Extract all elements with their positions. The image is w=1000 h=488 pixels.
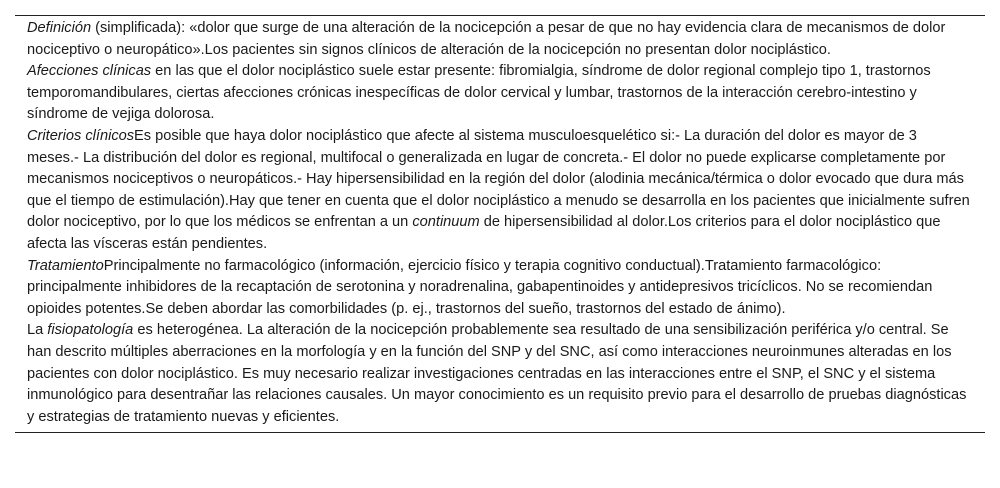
treatment-paragraph	[15, 256, 985, 321]
treatment-term: Tratamiento	[27, 257, 104, 274]
pathophysiology-text: es heterogénea. La alteración de la nocicepción probablemente sea resultado de una sensibilización periférica y/o central. Se han descrito múltiples aberraciones en la morfología y en la función del SNP y del SNC, así como interacciones neuroinmunes alteradas en los pacientes con dolor nociplástico. Es muy necesario realizar investigaciones centradas en las interacciones entre el SNP, el SNC y el sistema inmunológico para desentrañar las relaciones causales. Un mayor conocimiento es un requisito previo para el desarrollo de pruebas diagnósticas y estrategias de tratamiento nuevas y eficientes.	[27, 322, 967, 425]
definition-text: (simplificada): «dolor que surge de una alteración de la nocicepción a pesar de que no hay evidencia clara de mecanismos de dolor nociceptivo o neuropático».Los pacientes sin signos clínicos de alteración de la nocicepción no presentan dolor nociplástico.	[27, 20, 946, 58]
clinical-conditions-term: Afecciones clínicas	[27, 63, 152, 80]
nociplastic-pain-table	[15, 15, 985, 433]
clinical-criteria-text-b: de hipersensibilidad al dolor.Los criterios para el dolor nociplástico que afecta las vísceras están pendientes.	[27, 214, 941, 252]
pathophysiology-prefix: La	[27, 322, 48, 339]
pathophysiology-paragraph	[15, 320, 985, 428]
clinical-conditions-paragraph	[15, 61, 985, 126]
clinical-criteria-paragraph	[15, 126, 985, 256]
clinical-criteria-term: Criterios clínicos	[27, 127, 135, 144]
treatment-text: Principalmente no farmacológico (información, ejercicio físico y terapia cognitivo conductual).Tratamiento farmacológico: principalmente inhibidores de la recaptación de serotonina y noradrenalina, gabapentinoides y antidepresivos tricíclicos. No se recomiendan opioides potentes.Se deben abordar las comorbilidades (p. ej., trastornos del sueño, trastornos del estado de ánimo).	[27, 257, 933, 317]
pathophysiology-term: fisiopatología	[47, 322, 134, 339]
clinical-conditions-text: en las que el dolor nociplástico suele estar presente: fibromialgia, síndrome de dolor regional complejo tipo 1, trastornos temporomandibulares, ciertas afecciones crónicas inespecíficas de dolor cervical y lumbar, trastornos de la interacción cerebro-intestino y síndrome de vejiga dolorosa.	[27, 63, 931, 123]
clinical-criteria-text-a: Es posible que haya dolor nociplástico que afecte al sistema musculoesquelético si:- La duración del dolor es mayor de 3 meses.- La distribución del dolor es regional, multifocal o generalizada en lugar de concreta.- El dolor no puede explicarse completamente por mecanismos nociceptivos o neuropáticos.- Hay hipersensibilidad en la región del dolor (alodinia mecánica/térmica o dolor evocado que dura más que el tiempo de estimulación).Hay que tener en cuenta que el dolor nociplástico a menudo se desarrolla en los pacientes que inicialmente sufren dolor nociceptivo, por lo que los médicos se enfrentan a un	[27, 127, 970, 231]
definition-term: Definición	[27, 20, 92, 36]
definition-paragraph	[15, 18, 985, 61]
continuum-word: continuum	[412, 214, 480, 231]
